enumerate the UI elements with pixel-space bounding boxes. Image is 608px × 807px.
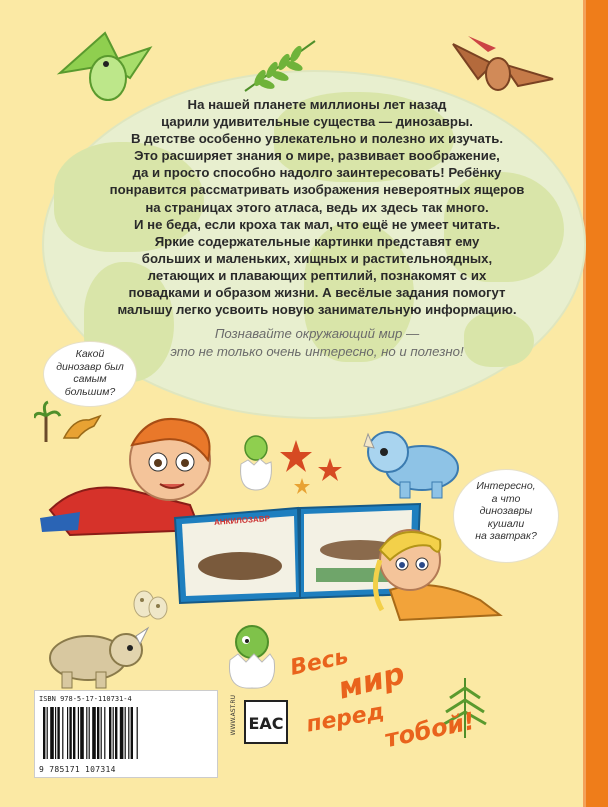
publisher-site: WWW.AST.RU: [230, 695, 237, 736]
barcode-bar: [43, 707, 45, 759]
barcode-bar: [73, 707, 75, 759]
slogan-word: перед: [304, 699, 387, 738]
brown-pterodactyl-illustration: [448, 24, 558, 104]
isbn-text: ISBN 978-5-17-110731-4: [39, 695, 132, 703]
hatchling-egg-illustration: [236, 432, 276, 492]
barcode-bar: [101, 707, 102, 759]
barcode-bar: [131, 707, 133, 759]
description-line: На нашей планете миллионы лет назад: [187, 97, 447, 112]
beige-triceratops-illustration: [40, 620, 150, 690]
star-decorations: [278, 438, 348, 498]
barcode-bar: [128, 707, 129, 759]
barcode-bar: [78, 707, 79, 759]
bubble-line: кушали: [487, 517, 525, 530]
slogan-word: мир: [334, 656, 409, 707]
barcode-digits: 9 785171 107314: [39, 765, 116, 774]
slogan-word: тобой!: [382, 706, 478, 754]
description-line: да и просто способно надолго заинтересовать! Ребёнку: [132, 165, 502, 181]
description-line: малышу легко усвоить новую занимательную информацию.: [117, 302, 517, 318]
barcode-bar: [125, 707, 126, 759]
barcode-bar: [67, 707, 68, 759]
bubble-line: Какой: [75, 348, 105, 360]
bubble-line: на завтрак?: [475, 530, 537, 542]
bubble-line: Интересно,: [476, 480, 536, 492]
tagline-line: это не только очень интересно, но и полезно!: [170, 344, 464, 359]
tagline-line: Познавайте окружающий мир —: [214, 326, 420, 341]
barcode-bar: [62, 707, 63, 759]
barcode-bar: [113, 707, 114, 759]
description-line: на страницах этого атласа, ведь их здесь так много.: [145, 199, 489, 215]
orange-spine: [586, 0, 608, 807]
barcode-bar: [50, 707, 54, 759]
barcode-bar: [115, 707, 117, 759]
barcode-bar: [89, 707, 90, 759]
barcode: [43, 707, 209, 759]
description-line: Это расширяет знания о мире, развивает воображение,: [134, 148, 500, 164]
barcode-bar: [86, 707, 87, 759]
description-line: повадками и образом жизни. А весёлые задания помогут: [128, 285, 506, 301]
description-line: летающих и плавающих рептилий, познакомят с их: [147, 267, 487, 283]
barcode-bar: [120, 707, 124, 759]
barcode-bar: [137, 707, 138, 759]
description-paragraph: [82, 96, 552, 318]
barcode-box: [34, 690, 218, 778]
girl-reading-illustration: [330, 520, 510, 630]
bubble-line: большим?: [64, 385, 116, 398]
eac-certification-mark: ЕАС: [244, 700, 288, 744]
bubble-line: самым: [73, 373, 107, 385]
slogan-word: Весь: [288, 644, 351, 681]
barcode-bar: [69, 707, 71, 759]
blue-triceratops-illustration: [360, 420, 470, 500]
description-line: И не беда, если кроха так мал, что ещё не умеет читать.: [133, 216, 501, 232]
description-line: понравится рассматривать изображения невероятных ящеров: [109, 182, 525, 198]
fern-leaf-illustration: [240, 36, 320, 96]
barcode-bar: [97, 707, 99, 759]
green-dino-egg-illustration: [222, 620, 282, 690]
barcode-bar: [92, 707, 96, 759]
barcode-bar: [104, 707, 105, 759]
bubble-line: динозавры: [479, 505, 533, 517]
description-line: В детстве особенно увлекательно и полезно их изучать.: [130, 131, 504, 147]
atlas-page-title: АНКИЛОЗАВР: [213, 514, 271, 527]
barcode-bar: [55, 707, 56, 759]
description-line: Яркие содержательные картинки представят ему: [154, 233, 480, 249]
barcode-bar: [57, 707, 59, 759]
barcode-bar: [47, 707, 48, 759]
barcode-bar: [80, 707, 84, 759]
speech-bubble-boy: [44, 342, 136, 406]
spotted-eggs-illustration: [130, 582, 170, 622]
bubble-line: динозавр был: [56, 360, 124, 373]
tagline: [82, 325, 552, 361]
barcode-bar: [109, 707, 111, 759]
description-line: царили удивительные существа — динозавры.: [161, 114, 473, 130]
bubble-line: а что: [491, 492, 521, 505]
description-line: больших и маленьких, хищных и растительноядных,: [141, 250, 493, 266]
